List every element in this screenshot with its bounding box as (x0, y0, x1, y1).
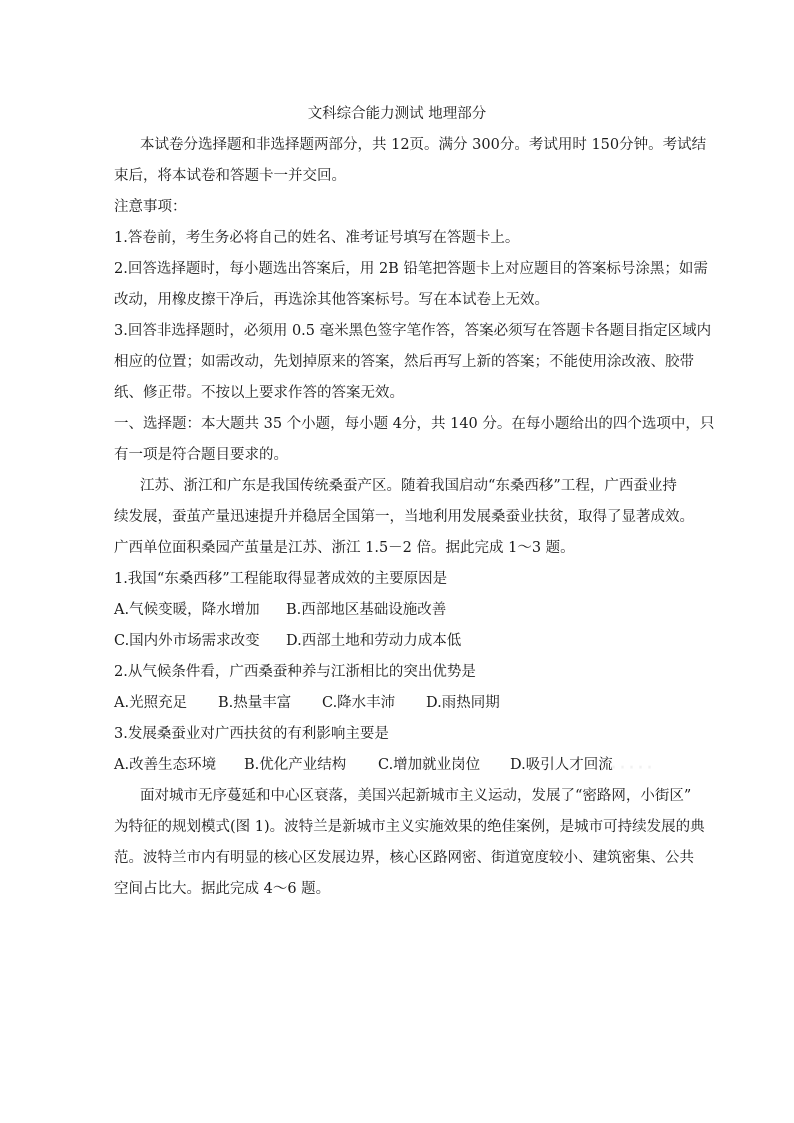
option-d: D.雨热同期 (426, 695, 500, 711)
intro-line: 束后，将本试卷和答题卡一并交回。 (114, 168, 346, 184)
passage-line: 空间占比大。据此完成 4～6 题。 (114, 881, 331, 897)
option-b: B.西部地区基础设施改善 (286, 602, 447, 618)
option-c: C.增加就业岗位 (378, 757, 481, 773)
option-a: A.光照充足 (114, 695, 188, 711)
notice-item: 2.回答选择题时，每小题选出答案后，用 2B 铅笔把答题卡上对应题目的答案标号涂黑；如需 (114, 261, 708, 277)
passage-line: 续发展，蚕茧产量迅速提升并稳居全国第一，当地利用发展桑蚕业扶贫，取得了显著成效。 (114, 509, 694, 525)
notice-item: 1.答卷前，考生务必将自己的姓名、准考证号填写在答题卡上。 (114, 230, 520, 246)
option-c: C.国内外市场需求改变 (114, 633, 260, 649)
notice-item: 纸、修正带。不按以上要求作答的答案无效。 (114, 385, 404, 401)
question-stem: 1.我国“东桑西移”工程能取得显著成效的主要原因是 (114, 571, 448, 587)
passage-line: 面对城市无序蔓延和中心区衰落，美国兴起新城市主义运动，发展了“密路网，小街区” (140, 788, 692, 804)
question-stem: 2.从气候条件看，广西桑蚕种养与江浙相比的突出优势是 (114, 664, 476, 680)
passage-line: 范。波特兰市内有明显的核心区发展边界，核心区路网密、街道宽度较小、建筑密集、公共 (114, 850, 694, 866)
passage-line: 江苏、浙江和广东是我国传统桑蚕产区。随着我国启动“东桑西移”工程，广西蚕业持 (140, 478, 677, 494)
watermark: ····· (610, 756, 655, 781)
notice-item: 相应的位置；如需改动，先划掉原来的答案，然后再写上新的答案；不能使用涂改液、胶带 (114, 354, 694, 370)
option-a: A.气候变暖，降水增加 (114, 602, 260, 618)
option-a: A.改善生态环境 (114, 757, 217, 773)
section-heading: 有一项是符合题目要求的。 (114, 447, 288, 463)
passage-line: 为特征的规划模式(图 1)。波特兰是新城市主义实施效果的绝佳案例，是城市可持续发展的典 (114, 819, 705, 835)
option-c: C.降水丰沛 (322, 695, 396, 711)
passage-line: 广西单位面积桑园产茧量是江苏、浙江 1.5－2 倍。据此完成 1～3 题。 (114, 540, 575, 556)
option-b: B.优化产业结构 (244, 757, 347, 773)
option-d: D.西部土地和劳动力成本低 (286, 633, 462, 649)
notice-item: 3.回答非选择题时，必须用 0.5 毫米黑色签字笔作答，答案必须写在答题卡各题目指定区域内 (114, 323, 712, 339)
page-title: 文科综合能力测试 地理部分 (307, 106, 487, 122)
notice-item: 改动，用橡皮擦干净后，再选涂其他答案标号。写在本试卷上无效。 (114, 292, 549, 308)
option-b: B.热量丰富 (218, 695, 292, 711)
option-d: D.吸引人才回流 (510, 757, 613, 773)
section-heading: 一、选择题：本大题共 35 个小题，每小题 4分，共 140 分。在每小题给出的四个选项中，只 (114, 416, 715, 432)
question-stem: 3.发展桑蚕业对广西扶贫的有利影响主要是 (114, 726, 389, 742)
notice-heading: 注意事项： (114, 199, 187, 215)
intro-line: 本试卷分选择题和非选择题两部分，共 12页。满分 300分。考试用时 150分钟。考试结 (140, 137, 707, 153)
